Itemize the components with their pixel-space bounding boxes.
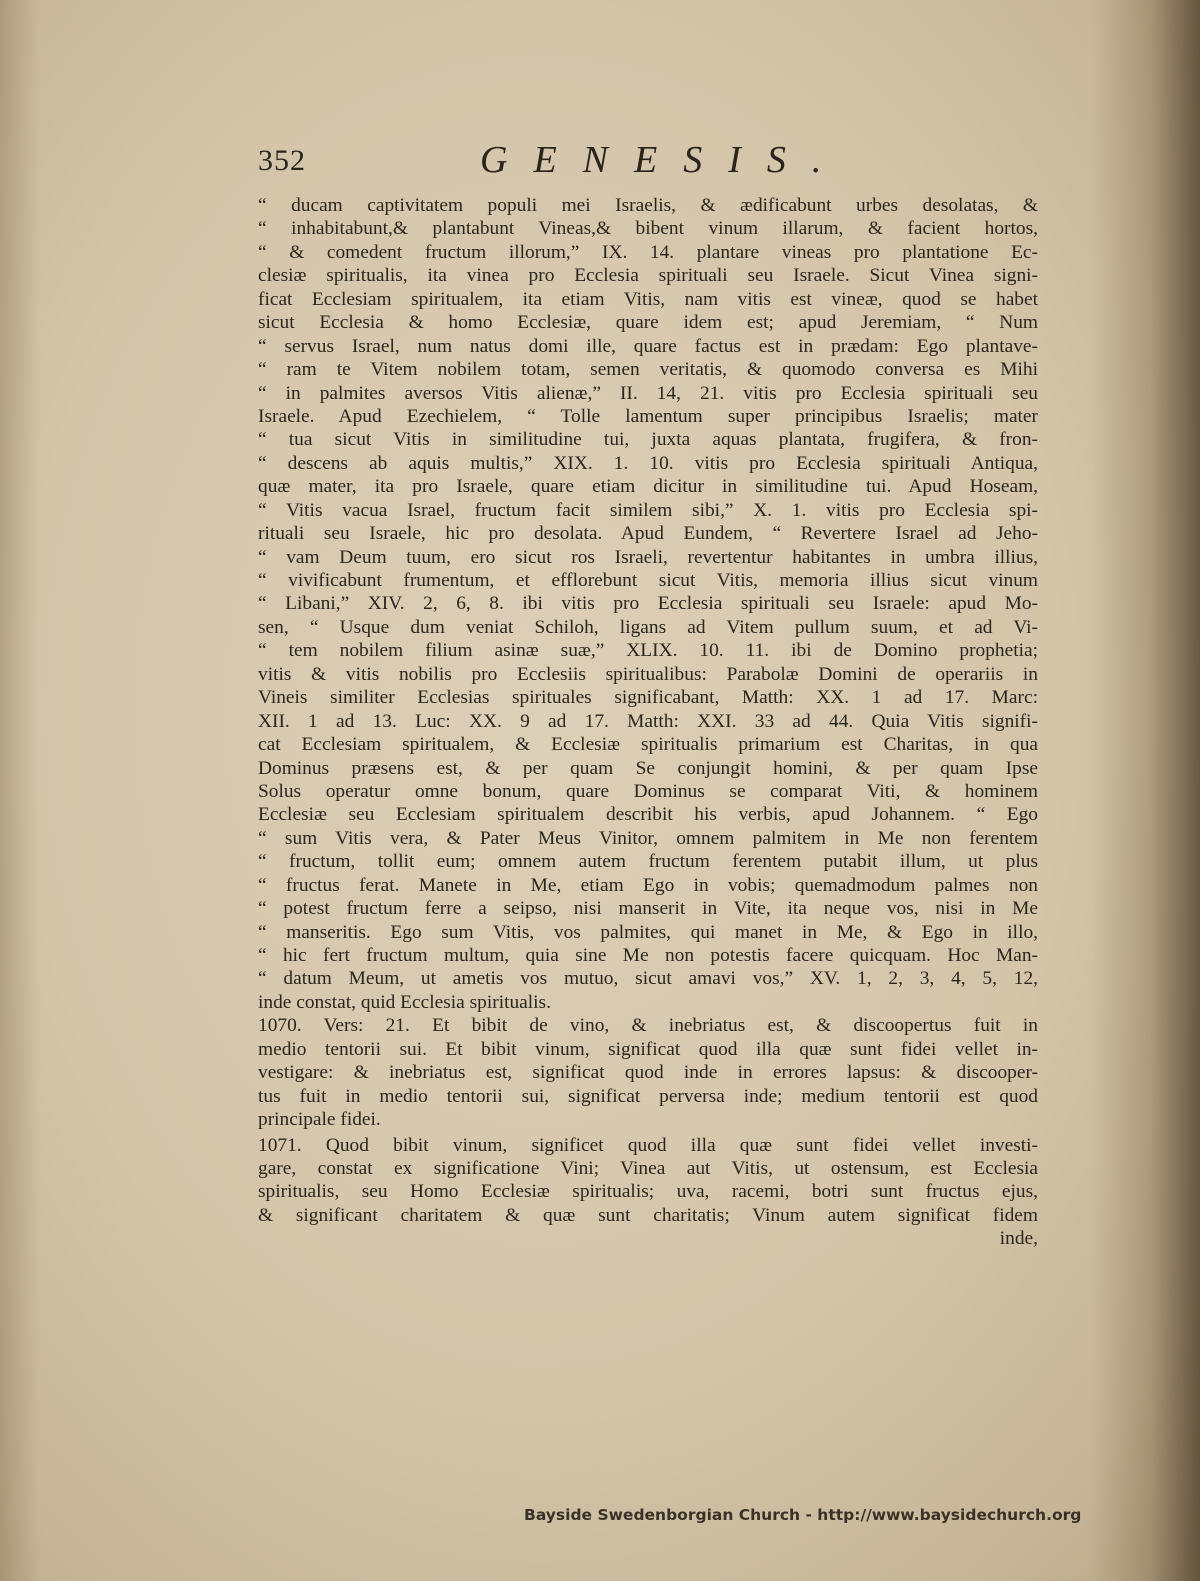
text-line: “ servus Israel, num natus domi ille, quare factus est in prædam: Ego plantave- bbox=[258, 335, 1038, 357]
text-line: Vineis similiter Ecclesias spirituales significabant, Matth: XX. 1 ad 17. Marc: bbox=[258, 687, 1038, 709]
text-line: inde, bbox=[999, 1228, 1038, 1250]
text-line: XII. 1 ad 13. Luc: XX. 9 ad 17. Matth: XXI. 33 ad 44. Quia Vitis signifi- bbox=[258, 710, 1038, 732]
text-line: vestigare: & inebriatus est, significat quod inde in errores lapsus: & discooper- bbox=[258, 1062, 1038, 1084]
text-line: tus fuit in medio tentorii sui, significat perversa inde; medium tentorii est quod bbox=[258, 1085, 1038, 1107]
text-line: sen, “ Usque dum veniat Schiloh, ligans ad Vitem pullum suum, et ad Vi- bbox=[258, 616, 1038, 638]
text-line: “ sum Vitis vera, & Pater Meus Vinitor, omnem palmitem in Me non ferentem bbox=[258, 827, 1038, 849]
text-line: “ in palmites aversos Vitis alienæ,” II. 14, 21. vitis pro Ecclesia spirituali seu bbox=[258, 382, 1038, 404]
text-line: quæ mater, ita pro Israele, quare etiam dicitur in similitudine tui. Apud Hoseam, bbox=[258, 476, 1038, 498]
text-line: Dominus præsens est, & per quam Se conjungit homini, & per quam Ipse bbox=[258, 757, 1038, 779]
text-line: “ Vitis vacua Israel, fructum facit similem sibi,” X. 1. vitis pro Ecclesia spi- bbox=[258, 499, 1038, 521]
text-line: “ inhabitabunt,& plantabunt Vineas,& bibent vinum illarum, & facient hortos, bbox=[258, 218, 1038, 240]
text-line: Solus operatur omne bonum, quare Dominus se comparat Viti, & hominem bbox=[258, 780, 1038, 802]
text-line: Ecclesiæ seu Ecclesiam spiritualem describit his verbis, apud Johannem. “ Ego bbox=[258, 804, 1038, 826]
text-line: “ tem nobilem filium asinæ suæ,” XLIX. 10. 11. ibi de Domino prophetia; bbox=[258, 640, 1038, 662]
text-line: “ hic fert fructum multum, quia sine Me non potestis facere quicquam. Hoc Man- bbox=[258, 945, 1038, 966]
text-line: sicut Ecclesia & homo Ecclesiæ, quare idem est; apud Jeremiam, “ Num bbox=[258, 312, 1038, 334]
text-line: “ ram te Vitem nobilem totam, semen veritatis, & quomodo conversa es Mihi bbox=[258, 359, 1038, 381]
text-line: “ datum Meum, ut ametis vos mutuo, sicut amavi vos,” XV. 1, 2, 3, 4, 5, 12, bbox=[258, 968, 1038, 990]
text-line: spiritualis, seu Homo Ecclesiæ spiritualis; uva, racemi, botri sunt fructus ejus, bbox=[258, 1181, 1038, 1203]
text-line: ficat Ecclesiam spiritualem, ita etiam Vitis, nam vitis est vineæ, quod se habet bbox=[258, 288, 1038, 310]
text-line: “ vivificabunt frumentum, et efflorebunt sicut Vitis, memoria illius sicut vinum bbox=[258, 570, 1038, 591]
text-line: “ tua sicut Vitis in similitudine tui, juxta aquas plantata, frugifera, & fron- bbox=[258, 429, 1038, 451]
text-line: principale fidei. bbox=[258, 1109, 381, 1131]
text-line: “ ducam captivitatem populi mei Israelis, & ædificabunt urbes desolatas, & bbox=[258, 195, 1038, 216]
running-title: GENESIS. bbox=[480, 139, 848, 181]
text-line: “ fructus ferat. Manete in Me, etiam Ego in vobis; quemadmodum palmes non bbox=[258, 874, 1038, 896]
text-line: cat Ecclesiam spiritualem, & Ecclesiæ spiritualis primarium est Charitas, in qua bbox=[258, 734, 1038, 756]
spine-shadow bbox=[1090, 0, 1200, 1581]
text-line: vitis & vitis nobilis pro Ecclesiis spiritualibus: Parabolæ Domini de operariis in bbox=[258, 663, 1038, 685]
text-line: “ fructum, tollit eum; omnem autem fructum ferentem putabit illum, ut plus bbox=[258, 851, 1038, 873]
page-number: 352 bbox=[258, 144, 306, 177]
text-line: medio tentorii sui. Et bibit vinum, significat quod illa quæ sunt fidei vellet in- bbox=[258, 1038, 1038, 1060]
text-line: “ descens ab aquis multis,” XIX. 1. 10. vitis pro Ecclesia spirituali Antiqua, bbox=[258, 452, 1038, 474]
text-line: “ vam Deum tuum, ero sicut ros Israeli, revertentur habitantes in umbra illius, bbox=[258, 546, 1038, 568]
page-header bbox=[258, 138, 1038, 188]
text-line: 1071. Quod bibit vinum, significet quod illa quæ sunt fidei vellet investi- bbox=[258, 1134, 1038, 1156]
page-edge-shadow bbox=[0, 0, 40, 1581]
text-line: rituali seu Israele, hic pro desolata. Apud Eundem, “ Revertere Israel ad Jeho- bbox=[258, 523, 1038, 545]
text-line: Israele. Apud Ezechielem, “ Tolle lamentum super principibus Israelis; mater bbox=[258, 405, 1038, 427]
text-line: “ potest fructum ferre a seipso, nisi manserit in Vite, ita neque vos, nisi in Me bbox=[258, 898, 1038, 920]
text-line: gare, constat ex significatione Vini; Vinea aut Vitis, ut ostensum, est Ecclesia bbox=[258, 1157, 1038, 1179]
text-line: inde constat, quid Ecclesia spiritualis. bbox=[258, 991, 551, 1013]
text-line: “ & comedent fructum illorum,” IX. 14. plantare vineas pro plantatione Ec- bbox=[258, 241, 1038, 263]
text-line: 1070. Vers: 21. Et bibit de vino, & inebriatus est, & discoopertus fuit in bbox=[258, 1015, 1038, 1037]
body-text bbox=[258, 194, 1038, 1251]
text-line: & significant charitatem & quæ sunt charitatis; Vinum autem significat fidem bbox=[258, 1204, 1038, 1226]
text-line: “ manseritis. Ego sum Vitis, vos palmites, qui manet in Me, & Ego in illo, bbox=[258, 921, 1038, 943]
text-line: clesiæ spiritualis, ita vinea pro Ecclesia spirituali seu Israele. Sicut Vinea signi- bbox=[258, 265, 1038, 287]
text-line: “ Libani,” XIV. 2, 6, 8. ibi vitis pro Ecclesia spirituali seu Israele: apud Mo- bbox=[258, 593, 1038, 615]
watermark-footer: Bayside Swedenborgian Church - http://www.baysidechurch.org bbox=[524, 1506, 1082, 1524]
